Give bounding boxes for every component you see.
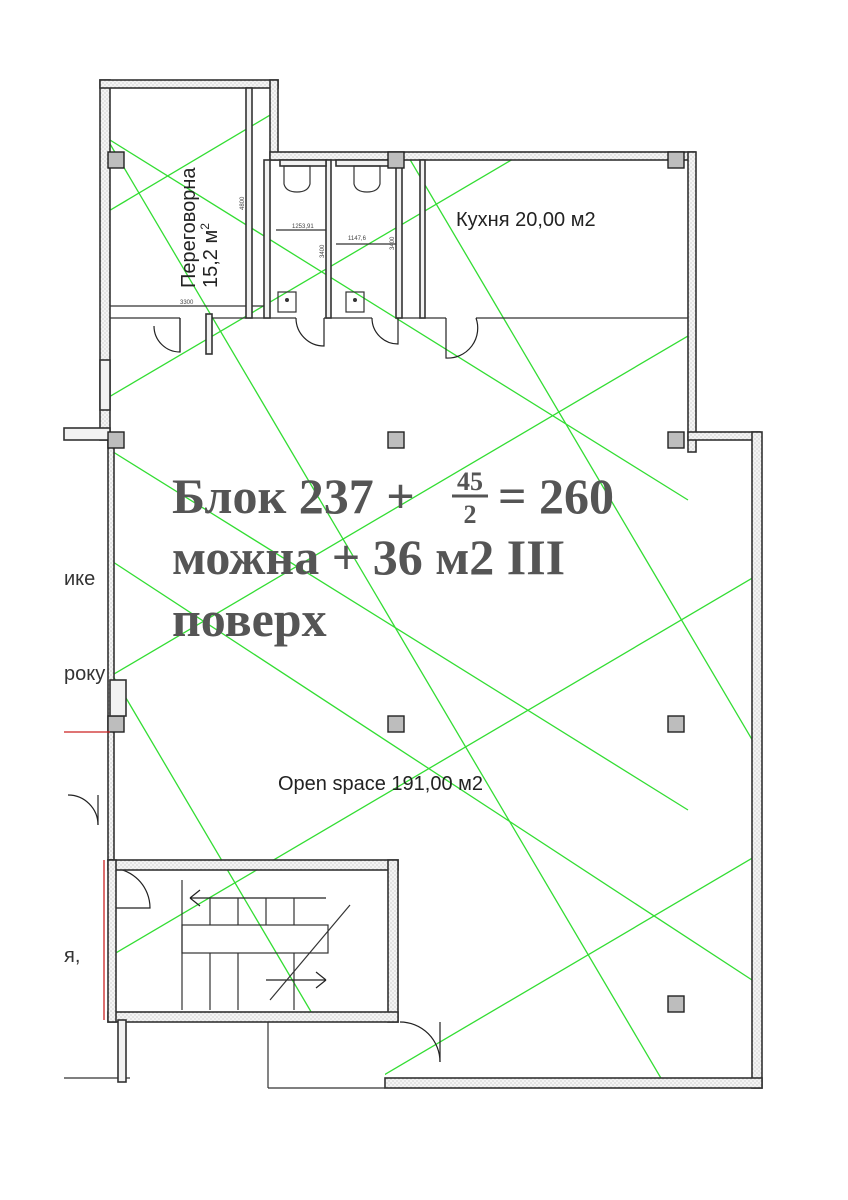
side-fragment-2: року	[64, 663, 106, 685]
note-line1-prefix: Блок 237 +	[172, 468, 415, 524]
note-line1-suffix: = 260	[498, 468, 614, 524]
open-space-label: Open space 191,00 м2	[278, 773, 484, 795]
dim-meeting-width: 3300	[180, 300, 194, 306]
side-fragments	[64, 568, 105, 967]
stair-core	[108, 860, 398, 1022]
meeting-room-name: Переговорна	[178, 167, 200, 288]
note-line3: поверх	[172, 591, 327, 647]
doors	[68, 318, 478, 1062]
dim-wc1-width: 1253,91	[292, 224, 314, 230]
dim-wc2-depth: 3400	[390, 236, 396, 250]
dim-meeting-depth: 4800	[240, 196, 246, 210]
dim-wc2-width: 1147,6	[348, 236, 366, 242]
side-fragment-1: ике	[64, 568, 96, 590]
note-frac-denominator: 2	[463, 500, 477, 529]
note-line2: можна + 36 м2 ІІІ	[172, 529, 566, 585]
side-fragment-3: я,	[64, 945, 81, 967]
kitchen-label: Кухня 20,00 м2	[456, 209, 596, 231]
meeting-room-area: 15,2 $м^2$	[198, 223, 222, 288]
handwritten-note	[172, 467, 614, 647]
dim-wc1-depth: 3400	[320, 244, 326, 258]
note-frac-numerator: 45	[457, 467, 483, 496]
